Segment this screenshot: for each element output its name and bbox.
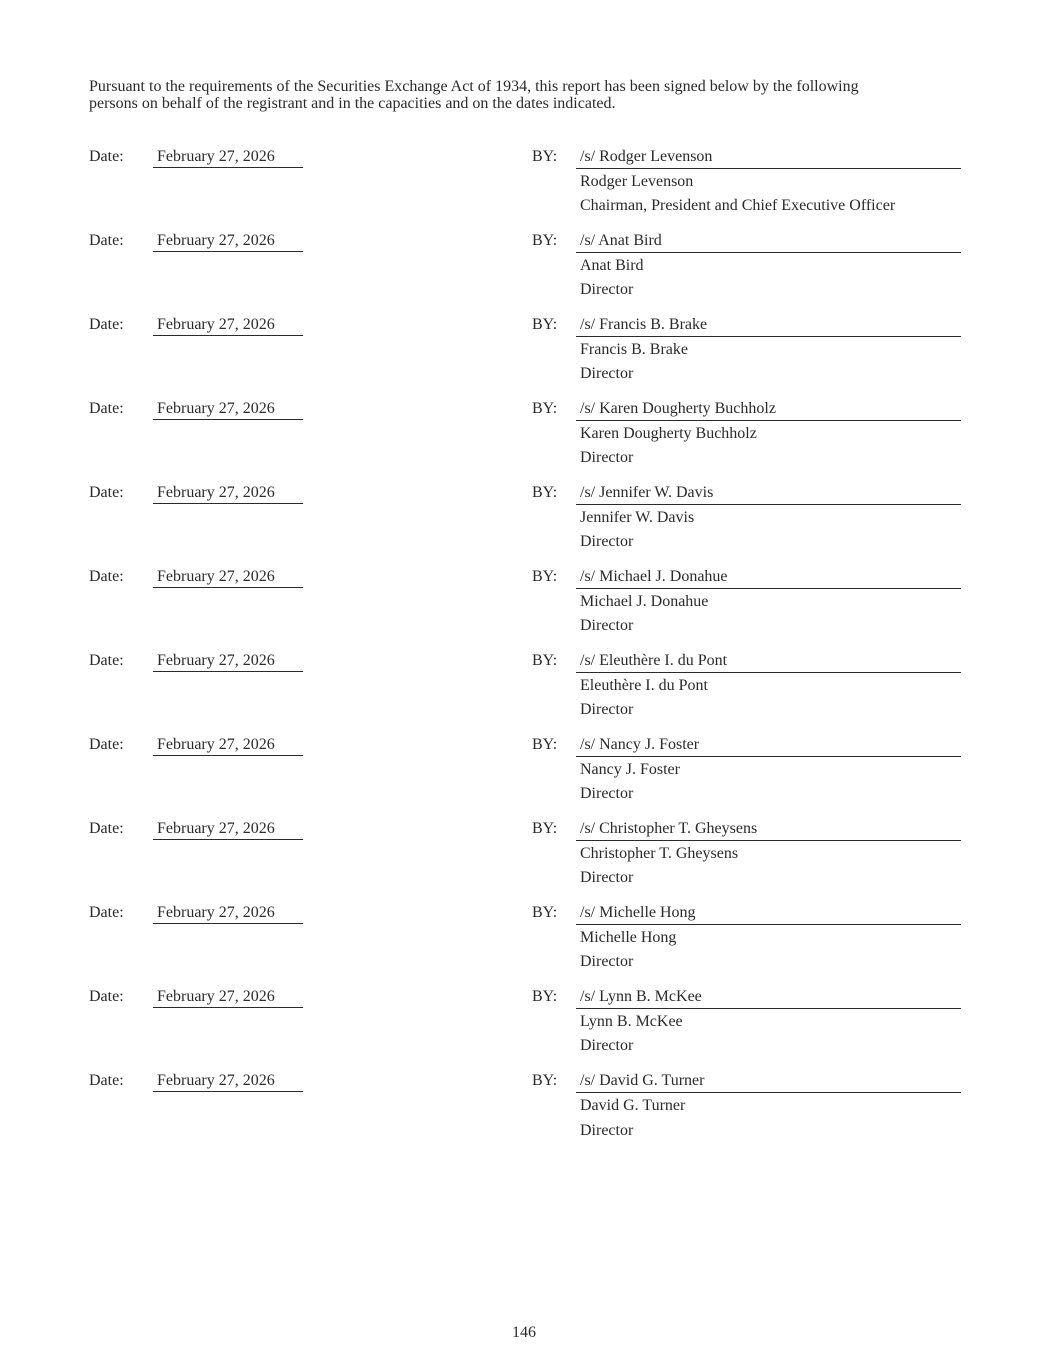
intro-line-1: Pursuant to the requirements of the Securities Exchange Act of 1934, this report has been signed below by the following [89, 78, 859, 95]
signer-title: Director [580, 365, 634, 382]
date-value: February 27, 2026 [153, 315, 303, 336]
intro-paragraph [89, 78, 969, 112]
date-label: Date: [89, 232, 124, 249]
signature-block-5 [0, 483, 1048, 567]
signer-name: Christopher T. Gheysens [580, 845, 739, 862]
signer-title: Director [580, 785, 634, 802]
signer-title: Director [580, 1122, 634, 1139]
signature-line: /s/ Christopher T. Gheysens [576, 819, 961, 841]
date-value: February 27, 2026 [153, 483, 303, 504]
date-label: Date: [89, 1072, 124, 1089]
signature-block-8 [0, 735, 1048, 819]
by-label: BY: [532, 400, 558, 417]
signer-name: Jennifer W. Davis [580, 509, 695, 526]
signer-name: Anat Bird [580, 257, 644, 274]
signature-line: /s/ Rodger Levenson [576, 147, 961, 169]
signer-title: Director [580, 953, 634, 970]
date-value: February 27, 2026 [153, 567, 303, 588]
date-label: Date: [89, 736, 124, 753]
signature-line: /s/ Jennifer W. Davis [576, 483, 961, 505]
signer-name: David G. Turner [580, 1097, 686, 1114]
signature-line: /s/ Michelle Hong [576, 903, 961, 925]
signer-title: Director [580, 449, 634, 466]
signer-name: Rodger Levenson [580, 173, 694, 190]
by-label: BY: [532, 820, 558, 837]
by-label: BY: [532, 988, 558, 1005]
signature-line: /s/ David G. Turner [576, 1071, 961, 1093]
by-label: BY: [532, 316, 558, 333]
date-label: Date: [89, 988, 124, 1005]
signer-title: Director [580, 617, 634, 634]
date-value: February 27, 2026 [153, 903, 303, 924]
signature-line: /s/ Michael J. Donahue [576, 567, 961, 589]
signature-line: /s/ Karen Dougherty Buchholz [576, 399, 961, 421]
by-label: BY: [532, 484, 558, 501]
signer-name: Nancy J. Foster [580, 761, 680, 778]
date-value: February 27, 2026 [153, 399, 303, 420]
by-label: BY: [532, 652, 558, 669]
date-label: Date: [89, 652, 124, 669]
signature-line: /s/ Francis B. Brake [576, 315, 961, 337]
signer-name: Michael J. Donahue [580, 593, 709, 610]
signer-name: Francis B. Brake [580, 341, 688, 358]
date-label: Date: [89, 148, 124, 165]
signature-block-7 [0, 651, 1048, 735]
date-value: February 27, 2026 [153, 735, 303, 756]
signature-block-11 [0, 987, 1048, 1071]
signature-block-3 [0, 315, 1048, 399]
date-value: February 27, 2026 [153, 231, 303, 252]
signature-block-2 [0, 231, 1048, 315]
signature-block-10 [0, 903, 1048, 987]
date-label: Date: [89, 400, 124, 417]
by-label: BY: [532, 148, 558, 165]
by-label: BY: [532, 736, 558, 753]
date-label: Date: [89, 820, 124, 837]
signature-block-9 [0, 819, 1048, 903]
signer-name: Lynn B. McKee [580, 1013, 683, 1030]
signer-name: Michelle Hong [580, 929, 677, 946]
date-label: Date: [89, 316, 124, 333]
signature-block-12 [0, 1071, 1048, 1155]
signature-line: /s/ Nancy J. Foster [576, 735, 961, 757]
signature-block-1 [0, 147, 1048, 231]
date-value: February 27, 2026 [153, 987, 303, 1008]
signer-title: Director [580, 1037, 634, 1054]
date-label: Date: [89, 484, 124, 501]
date-label: Date: [89, 904, 124, 921]
signature-line: /s/ Anat Bird [576, 231, 961, 253]
by-label: BY: [532, 568, 558, 585]
signer-title: Director [580, 533, 634, 550]
signer-name: Karen Dougherty Buchholz [580, 425, 757, 442]
date-value: February 27, 2026 [153, 1071, 303, 1092]
by-label: BY: [532, 904, 558, 921]
signer-title: Director [580, 281, 634, 298]
signer-title: Director [580, 869, 634, 886]
intro-line-2: persons on behalf of the registrant and in the capacities and on the dates indicated. [89, 95, 616, 112]
signature-line: /s/ Lynn B. McKee [576, 987, 961, 1009]
date-value: February 27, 2026 [153, 651, 303, 672]
signer-name: Eleuthère I. du Pont [580, 677, 708, 694]
page-number: 146 [512, 1324, 536, 1341]
signature-block-6 [0, 567, 1048, 651]
by-label: BY: [532, 1072, 558, 1089]
signer-title: Chairman, President and Chief Executive Officer [580, 197, 896, 214]
signature-block-4 [0, 399, 1048, 483]
signature-line: /s/ Eleuthère I. du Pont [576, 651, 961, 673]
date-value: February 27, 2026 [153, 147, 303, 168]
date-value: February 27, 2026 [153, 819, 303, 840]
signer-title: Director [580, 701, 634, 718]
by-label: BY: [532, 232, 558, 249]
date-label: Date: [89, 568, 124, 585]
